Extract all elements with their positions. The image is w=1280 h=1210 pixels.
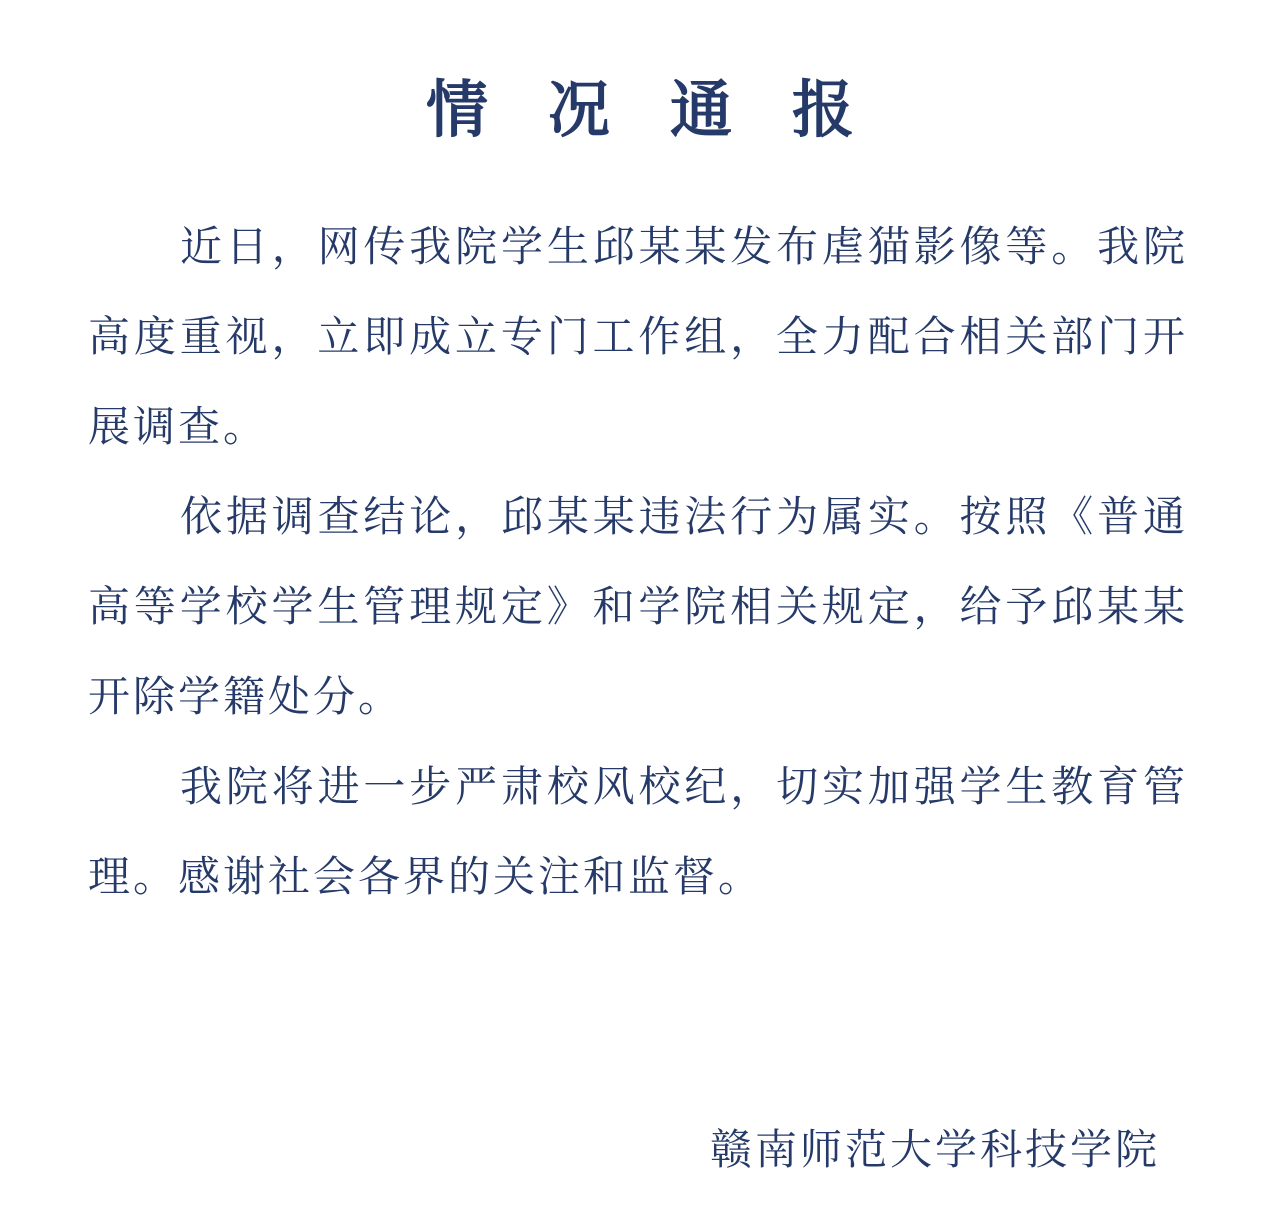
notice-title bbox=[0, 70, 1280, 150]
issuer-signature: 赣南师范大学科技学院 bbox=[709, 1125, 1160, 1174]
paragraph-3: 我院将进一步严肃校风校纪，切实加强学生教育管理。感谢社会各界的关注和监督。 bbox=[88, 762, 1188, 901]
notice-body bbox=[88, 202, 1188, 922]
title-char: 情 bbox=[425, 72, 488, 146]
title-char: 通 bbox=[670, 72, 733, 146]
title-char: 报 bbox=[792, 72, 855, 146]
paragraph-2: 依据调查结论，邱某某违法行为属实。按照《普通高等学校学生管理规定》和学院相关规定，给予邱某某开除学籍处分。 bbox=[88, 492, 1188, 721]
paragraph-1: 近日，网传我院学生邱某某发布虐猫影像等。我院高度重视，立即成立专门工作组，全力配合相关部门开展调查。 bbox=[88, 222, 1188, 451]
title-char: 况 bbox=[547, 72, 610, 146]
